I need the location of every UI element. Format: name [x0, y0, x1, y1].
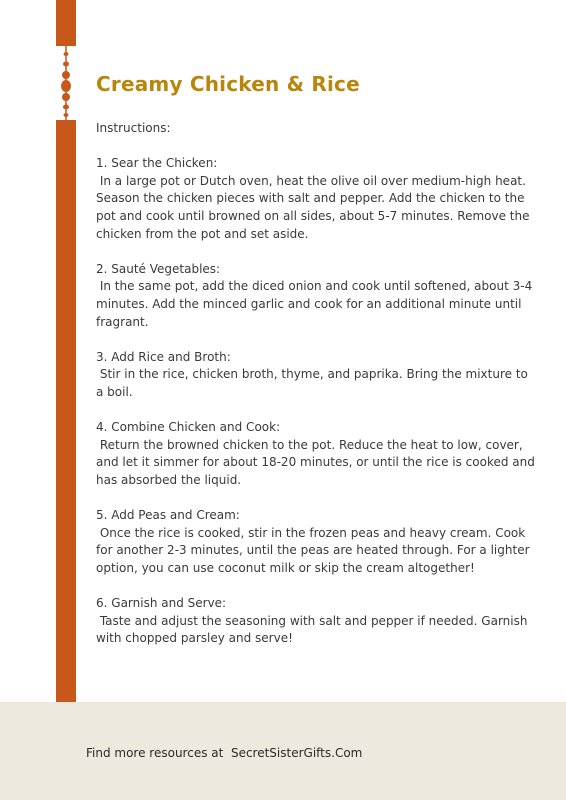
step-heading: 4. Combine Chicken and Cook: [96, 420, 281, 435]
step-heading: 5. Add Peas and Cream: [96, 508, 240, 523]
step-6 [96, 595, 536, 648]
step-3 [96, 349, 536, 402]
page-title: Creamy Chicken & Rice [96, 72, 360, 96]
accent-bar-top [56, 0, 76, 46]
step-body: In the same pot, add the diced onion and cook until softened, about 3-4 minutes. Add the minced garlic and cook for an additional minute until fragrant. [96, 279, 537, 329]
step-4 [96, 419, 539, 489]
step-heading: 3. Add Rice and Broth: [96, 349, 231, 364]
step-2 [96, 261, 536, 331]
decorative-bead-ornament-icon [57, 46, 75, 120]
step-body: Once the rice is cooked, stir in the frozen peas and heavy cream. Cook for another 2-3 minutes, until the peas are heated through. For a lighter option, you can use coconut milk or skip the cream altogether! [96, 525, 534, 575]
step-body: In a large pot or Dutch oven, heat the olive oil over medium-high heat. Season the chicken pieces with salt and pepper. Add the chicken to the pot and cook until browned on all sides, about 5-7 minutes. Remove the chicken from the pot and set aside. [96, 173, 534, 241]
footer-resources-text: Find more resources at SecretSisterGifts.Com [86, 746, 363, 760]
step-5 [96, 507, 536, 577]
instructions-content [96, 120, 539, 665]
accent-bar-main [56, 120, 76, 702]
footer-band [0, 702, 566, 800]
step-body: Return the browned chicken to the pot. Reduce the heat to low, cover, and let it simmer for about 18-20 minutes, or until the rice is cooked and has absorbed the liquid. [96, 437, 539, 487]
step-heading: 6. Garnish and Serve: [96, 596, 227, 611]
step-body: Stir in the rice, chicken broth, thyme, and paprika. Bring the mixture to a boil. [96, 367, 532, 399]
step-1 [96, 155, 536, 243]
step-body: Taste and adjust the seasoning with salt and pepper if needed. Garnish with chopped parsley and serve! [96, 613, 532, 646]
step-heading: 2. Sauté Vegetables: [96, 261, 221, 276]
step-heading: 1. Sear the Chicken: [96, 156, 218, 171]
instructions-heading: Instructions: [96, 121, 171, 135]
